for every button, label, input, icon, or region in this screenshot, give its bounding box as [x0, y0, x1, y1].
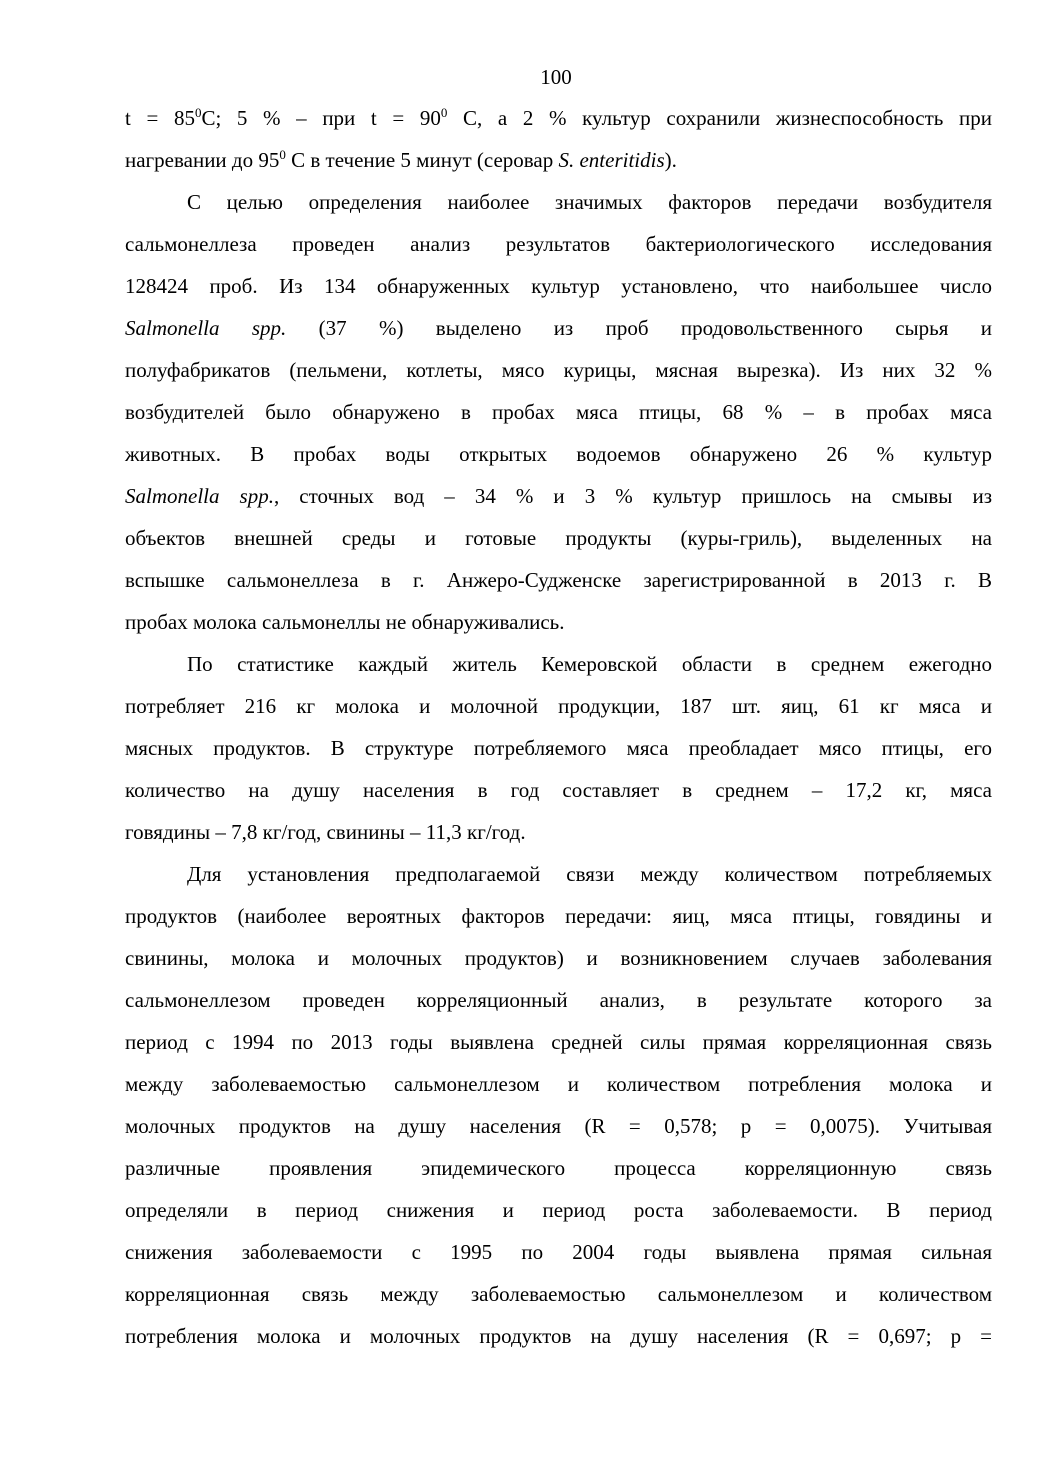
text-line: пробах молока сальмонеллы не обнаруживались.	[125, 610, 565, 634]
text-line: Salmonella spp., сточных вод – 34 % и 3 % культур пришлось на смывы из	[125, 484, 993, 508]
document-body	[125, 97, 992, 1357]
text-line: По статистике каждый житель Кемеровской области в среднем ежегодно	[187, 652, 992, 676]
text-line: между заболеваемостью сальмонеллезом и количеством потребления молока и	[125, 1072, 992, 1096]
text-line: свинины, молока и молочных продуктов) и возникновением случаев заболевания	[125, 946, 992, 970]
text-line: нагревании до $95^0$ С в течение 5 минут (серовар S. enteritidis).	[125, 147, 677, 172]
text-line: определяли в период снижения и период роста заболеваемости. В период	[125, 1198, 992, 1222]
text-line: возбудителей было обнаружено в пробах мяса птицы, 68 % – в пробах мяса	[125, 400, 992, 424]
text-line: сальмонеллезом проведен корреляционный анализ, в результате которого за	[125, 988, 992, 1012]
text-line: молочных продуктов на душу населения (R = 0,578; p = 0,0075). Учитывая	[125, 1114, 992, 1138]
text-line: снижения заболеваемости с 1995 по 2004 годы выявлена прямая сильная	[125, 1240, 992, 1264]
text-line: вспышке сальмонеллеза в г. Анжеро-Судженске зарегистрированной в 2013 г. В	[125, 568, 992, 592]
text-line: сальмонеллеза проведен анализ результатов бактериологического исследования	[125, 232, 992, 256]
text-line: мясных продуктов. В структуре потребляемого мяса преобладает мясо птицы, его	[125, 736, 992, 760]
paragraph-transmission-factors	[125, 181, 992, 643]
paragraph-consumption-statistics	[125, 643, 992, 853]
paragraph-heating-survival	[125, 97, 992, 181]
text-line: период с 1994 по 2013 годы выявлена средней силы прямая корреляционная связь	[125, 1030, 992, 1054]
text-line: Для установления предполагаемой связи между количеством потребляемых	[187, 862, 992, 886]
text-line: говядины – 7,8 кг/год, свинины – 11,3 кг/год.	[125, 820, 526, 844]
text-line: количество на душу населения в год составляет в среднем – 17,2 кг, мяса	[125, 778, 992, 802]
text-line: корреляционная связь между заболеваемостью сальмонеллезом и количеством	[125, 1282, 992, 1306]
text-line: 128424 проб. Из 134 обнаруженных культур установлено, что наибольшее число	[125, 274, 992, 298]
page-number: 100	[540, 65, 572, 89]
text-line: потребления молока и молочных продуктов на душу населения (R = 0,697; p =	[125, 1324, 992, 1348]
text-line: различные проявления эпидемического процесса корреляционную связь	[125, 1156, 992, 1180]
text-line: Salmonella spp. (37 %) выделено из проб продовольственного сырья и	[125, 316, 992, 340]
text-line: потребляет 216 кг молока и молочной продукции, 187 шт. яиц, 61 кг мяса и	[125, 694, 992, 718]
text-line: С целью определения наиболее значимых факторов передачи возбудителя	[187, 190, 992, 214]
text-line: объектов внешней среды и готовые продукты (куры-гриль), выделенных на	[125, 526, 992, 550]
paragraph-correlation-analysis	[125, 853, 992, 1357]
text-line: продуктов (наиболее вероятных факторов передачи: яиц, мяса птицы, говядины и	[125, 904, 992, 928]
text-line: животных. В пробах воды открытых водоемов обнаружено 26 % культур	[125, 442, 992, 466]
text-line: $t = 85^0C$; 5 % – при $t = 90^0$ С, а 2 % культур сохранили жизнеспособность при	[125, 105, 992, 130]
text-line: полуфабрикатов (пельмени, котлеты, мясо курицы, мясная вырезка). Из них 32 %	[125, 358, 992, 382]
